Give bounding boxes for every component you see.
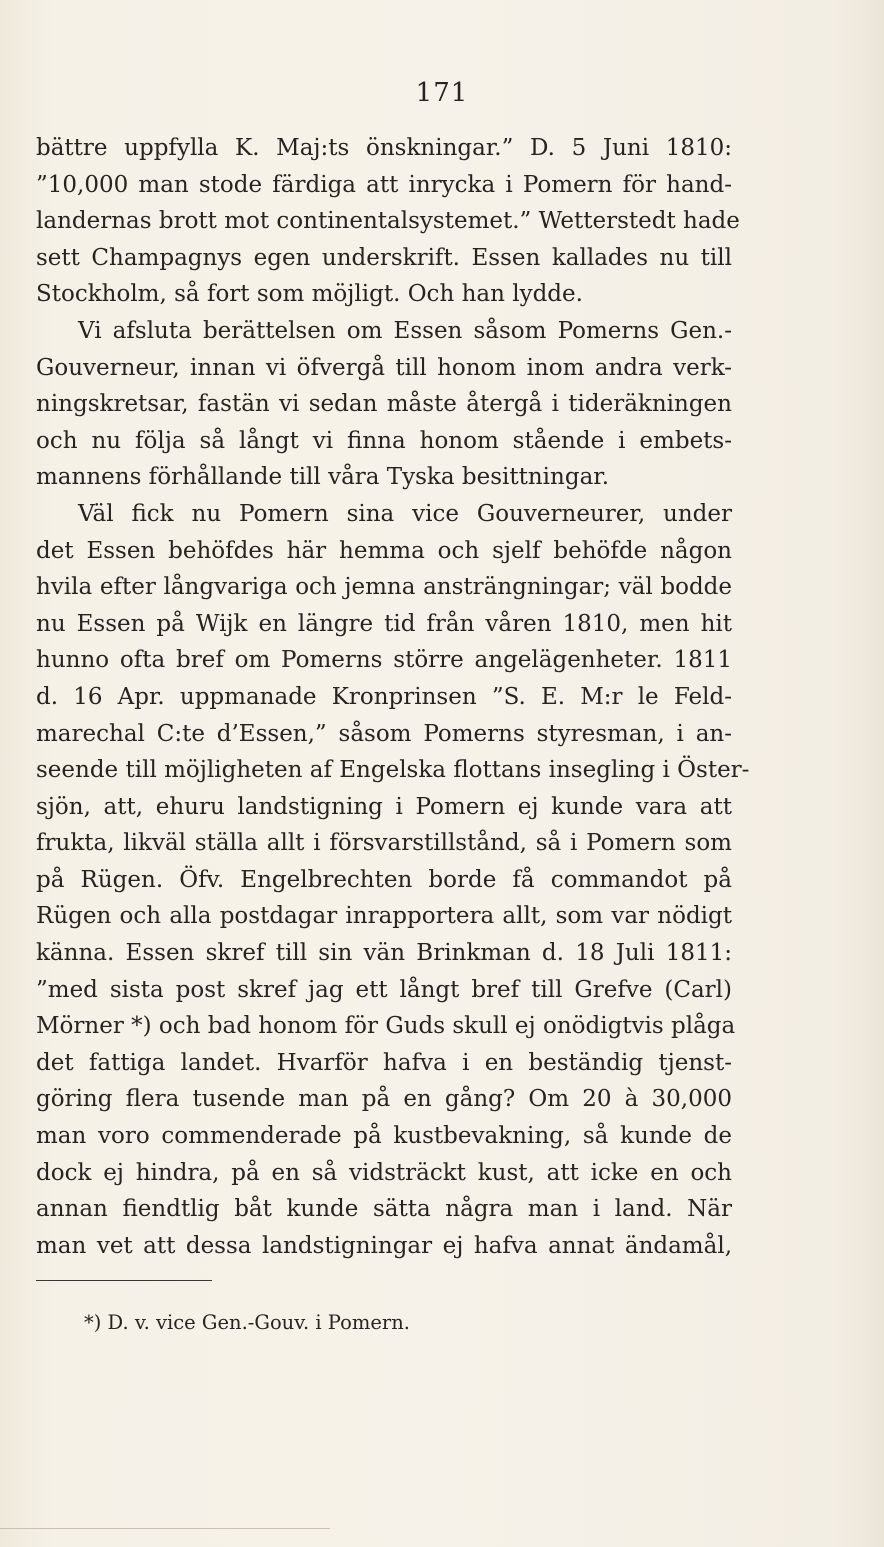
text-line: känna. Essen skref till sin vän Brinkman d. 18 Juli 1811: bbox=[36, 940, 732, 967]
text-line: bättre uppfylla K. Maj:ts önskningar.” D. 5 Juni 1810: bbox=[36, 135, 732, 161]
text-line: d. 16 Apr. uppmanade Kronprinsen ”S. E. M:r le Feld- bbox=[36, 683, 732, 710]
text-line: sjön, att, ehuru landstigning i Pomern ej kunde vara att bbox=[36, 793, 732, 820]
text-line: man vet att dessa landstigningar ej hafva annat ändamål, bbox=[36, 1232, 732, 1259]
text-line: det Essen behöfdes här hemma och sjelf behöfde någon bbox=[36, 537, 732, 564]
text-line: Väl fick nu Pomern sina vice Gouverneurer, under bbox=[78, 500, 732, 527]
text-line: marechal C:te d’Essen,” såsom Pomerns styresman, i an- bbox=[36, 720, 732, 747]
text-line: seende till möjligheten af Engelska flottans insegling i Öster- bbox=[36, 757, 750, 784]
text-line: man voro commenderade på kustbevakning, så kunde de bbox=[36, 1123, 732, 1150]
body-text bbox=[36, 130, 750, 1264]
text-line: landernas brott mot continentalsystemet.” Wetterstedt hade bbox=[36, 208, 740, 235]
text-line: sett Champagnys egen underskrift. Essen kallades nu till bbox=[36, 244, 732, 271]
text-line: Vi afsluta berättelsen om Essen såsom Pomerns Gen.- bbox=[78, 317, 732, 344]
text-line: Rügen och alla postdagar inrapportera allt, som var nödigt bbox=[36, 903, 732, 930]
text-line: ”med sista post skref jag ett långt bref till Grefve (Carl) bbox=[36, 976, 732, 1003]
text-line: Mörner *) och bad honom för Guds skull ej onödigtvis plåga bbox=[36, 1013, 736, 1040]
text-line: Stockholm, så fort som möjligt. Och han lydde. bbox=[36, 281, 583, 308]
text-line: hunno ofta bref om Pomerns större angelägenheter. 1811 bbox=[36, 647, 732, 674]
text-line: Gouverneur, innan vi öfvergå till honom inom andra verk- bbox=[36, 354, 732, 381]
footnote: *) D. v. vice Gen.-Gouv. i Pomern. bbox=[84, 1311, 410, 1334]
text-line: nu Essen på Wijk en längre tid från våren 1810, men hit bbox=[36, 610, 732, 637]
page-edge-line bbox=[0, 1528, 330, 1529]
text-line: frukta, likväl ställa allt i försvarstillstånd, så i Pomern som bbox=[36, 830, 732, 857]
text-line: mannens förhållande till våra Tyska besittningar. bbox=[36, 464, 610, 491]
text-line: annan fiendtlig båt kunde sätta några man i land. När bbox=[36, 1196, 732, 1223]
text-line: och nu följa så långt vi finna honom stående i embets- bbox=[36, 427, 732, 454]
text-line: hvila efter långvariga och jemna ansträngningar; väl bodde bbox=[36, 574, 732, 601]
footnote-separator bbox=[36, 1280, 212, 1281]
text-line: på Rügen. Öfv. Engelbrechten borde få commandot på bbox=[36, 866, 732, 893]
text-line: ”10,000 man stode färdiga att inrycka i Pomern för hand- bbox=[36, 171, 732, 198]
text-line: göring flera tusende man på en gång? Om 20 à 30,000 bbox=[36, 1086, 732, 1113]
text-line: ningskretsar, fastän vi sedan måste återgå i tideräkningen bbox=[36, 391, 732, 418]
page-number: 171 bbox=[415, 78, 469, 108]
text-line: det fattiga landet. Hvarför hafva i en beständig tjenst- bbox=[36, 1049, 732, 1076]
text-line: dock ej hindra, på en så vidsträckt kust, att icke en och bbox=[36, 1159, 732, 1186]
